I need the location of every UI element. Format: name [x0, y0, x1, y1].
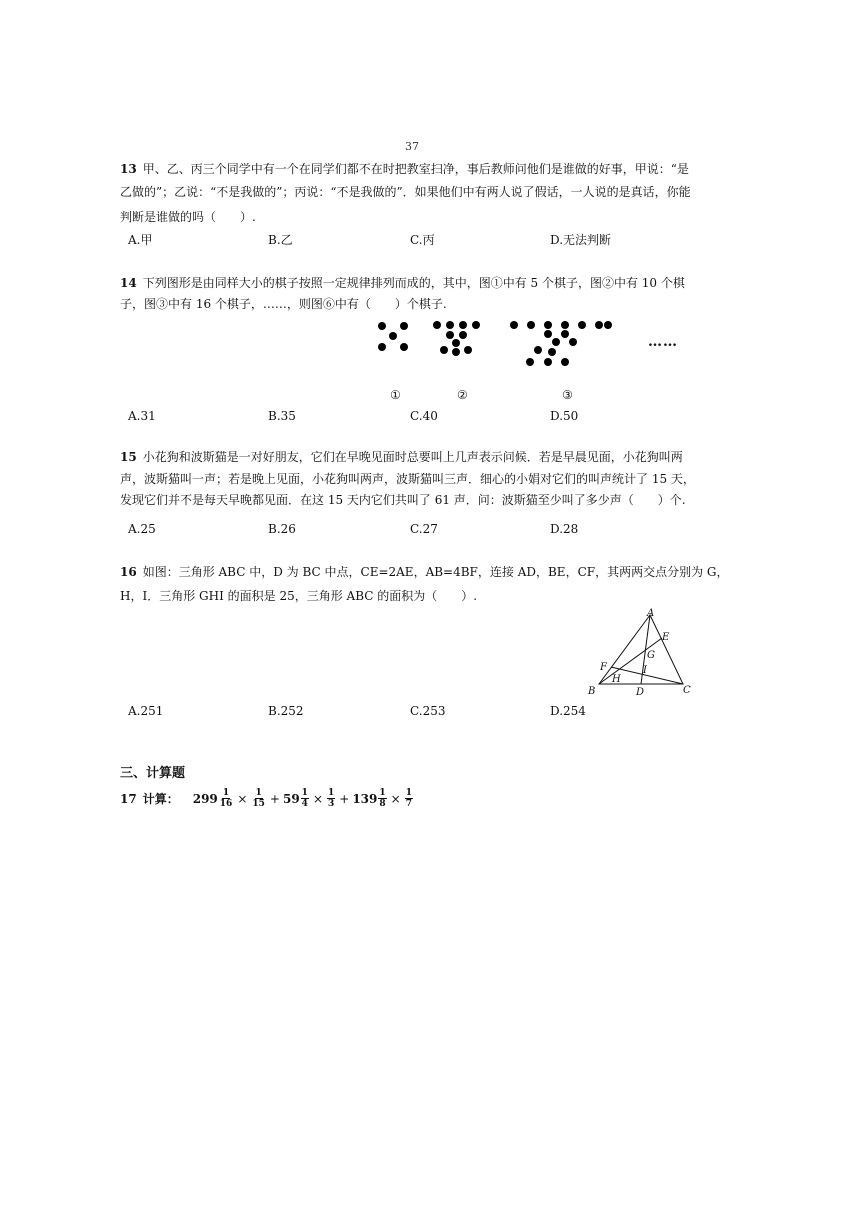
q16-number: 16 [120, 565, 137, 579]
q17-op-5: × [390, 791, 401, 806]
q14-line1: 14 下列图形是由同样大小的棋子按照一定规律排列而成的，其中，图①中有 5 个棋子，图②中有 10 个棋 [120, 276, 685, 290]
q16-line2: H，I．三角形 GHI 的面积是 25，三角形 ABC 的面积为（ ）. [120, 589, 478, 603]
section-3-title: 三、计算题 [120, 766, 186, 781]
q17-term-1-fraction: $\frac{1}{16}$ [219, 788, 233, 809]
figure-label-3: ③ [562, 388, 573, 402]
point-label-c: C [683, 685, 691, 696]
q15-option-d: D.28 [550, 522, 579, 536]
q16-option-a: A.251 [128, 704, 164, 718]
q17-op-3: × [312, 791, 323, 806]
q17-number: 17 [120, 791, 137, 806]
q17-op-4: + [339, 791, 350, 806]
q13-option-a: A.甲 [128, 233, 153, 247]
q17-term-5-whole: 139 [352, 791, 378, 806]
triangle-abc-figure [585, 606, 695, 700]
q17-label: 计算： [142, 792, 179, 806]
point-label-i: I [643, 665, 647, 676]
q15-line2: 声，波斯猫叫一声；若是晚上见面，小花狗叫两声，波斯猫叫三声．细心的小娟对它们的叫声统计了 15 天， [120, 472, 695, 486]
q16-line1: 16 如图：三角形 ABC 中，D 为 BC 中点，CE=2AE，AB=4BF，连接 AD，BE，CF，其两两交点分别为 G， [120, 565, 729, 579]
q17-term-1-whole: 299 [192, 791, 218, 806]
point-label-f: F [600, 662, 607, 673]
q14-option-a: A.31 [128, 409, 156, 423]
q13-number: 13 [120, 162, 137, 176]
point-label-e: E [662, 632, 670, 643]
q17-term-3-whole: 59 [282, 791, 300, 806]
question-17 [120, 788, 414, 809]
point-label-g: G [647, 650, 655, 661]
q17-term-4-fraction: $\frac{1}{3}$ [328, 788, 335, 809]
figure-label-2: ② [457, 388, 468, 402]
q17-term-5-fraction: $\frac{1}{8}$ [379, 788, 386, 809]
page-number: 37 [405, 140, 419, 153]
q13-line2: 乙做的”；乙说：“不是我做的”；丙说：“不是我做的”．如果他们中有两人说了假话，一人说的是真话，你能 [120, 185, 691, 199]
q17-term-6-fraction: $\frac{1}{7}$ [405, 788, 412, 809]
q14-option-d: D.50 [550, 409, 579, 423]
q16-option-d: D.254 [550, 704, 586, 718]
point-label-h: H [612, 674, 621, 685]
q14-number: 14 [120, 276, 137, 290]
q13-line1: 13 甲、乙、丙三个同学中有一个在同学们都不在时把教室扫净，事后教师问他们是谁做的好事，甲说：“是 [120, 162, 689, 176]
q15-number: 15 [120, 450, 137, 464]
q14-line2: 子，图③中有 16 个棋子，……，则图⑥中有（ ）个棋子. [120, 297, 447, 311]
pattern-3 [510, 321, 612, 366]
segment-cf [611, 667, 683, 684]
q15-option-c: C.27 [410, 522, 438, 536]
q17-term-3-fraction: $\frac{1}{4}$ [301, 788, 308, 809]
pattern-1 [378, 322, 408, 351]
q17-term-2-fraction: $\frac{1}{15}$ [252, 788, 265, 809]
point-label-d: D [636, 687, 645, 698]
q15-line3: 发现它们并不是每天早晚都见面．在这 15 天内它们共叫了 61 声．问：波斯猫至少叫了多少声（ ）个. [120, 493, 686, 507]
q13-option-d: D.无法判断 [550, 233, 612, 247]
point-label-b: B [588, 686, 596, 697]
point-label-a: A [647, 608, 655, 619]
figure-label-1: ① [390, 388, 401, 402]
q17-op-2: + [269, 791, 280, 806]
q15-option-b: B.26 [268, 522, 296, 536]
q13-option-b: B.乙 [268, 233, 293, 247]
pattern-2 [433, 321, 480, 356]
q15-option-a: A.25 [128, 522, 156, 536]
pattern-ellipsis: …… [648, 334, 678, 350]
q16-option-b: B.252 [268, 704, 304, 718]
q16-option-c: C.253 [410, 704, 446, 718]
q13-line3: 判断是谁做的吗（ ）. [120, 210, 256, 224]
q15-line1: 15 小花狗和波斯猫是一对好朋友，它们在早晚见面时总要叫上几声表示问候．若是早晨见面，小花狗叫两 [120, 450, 683, 464]
q14-option-b: B.35 [268, 409, 296, 423]
q13-option-c: C.丙 [410, 233, 435, 247]
q14-option-c: C.40 [410, 409, 438, 423]
q17-op-1: × [237, 791, 248, 806]
